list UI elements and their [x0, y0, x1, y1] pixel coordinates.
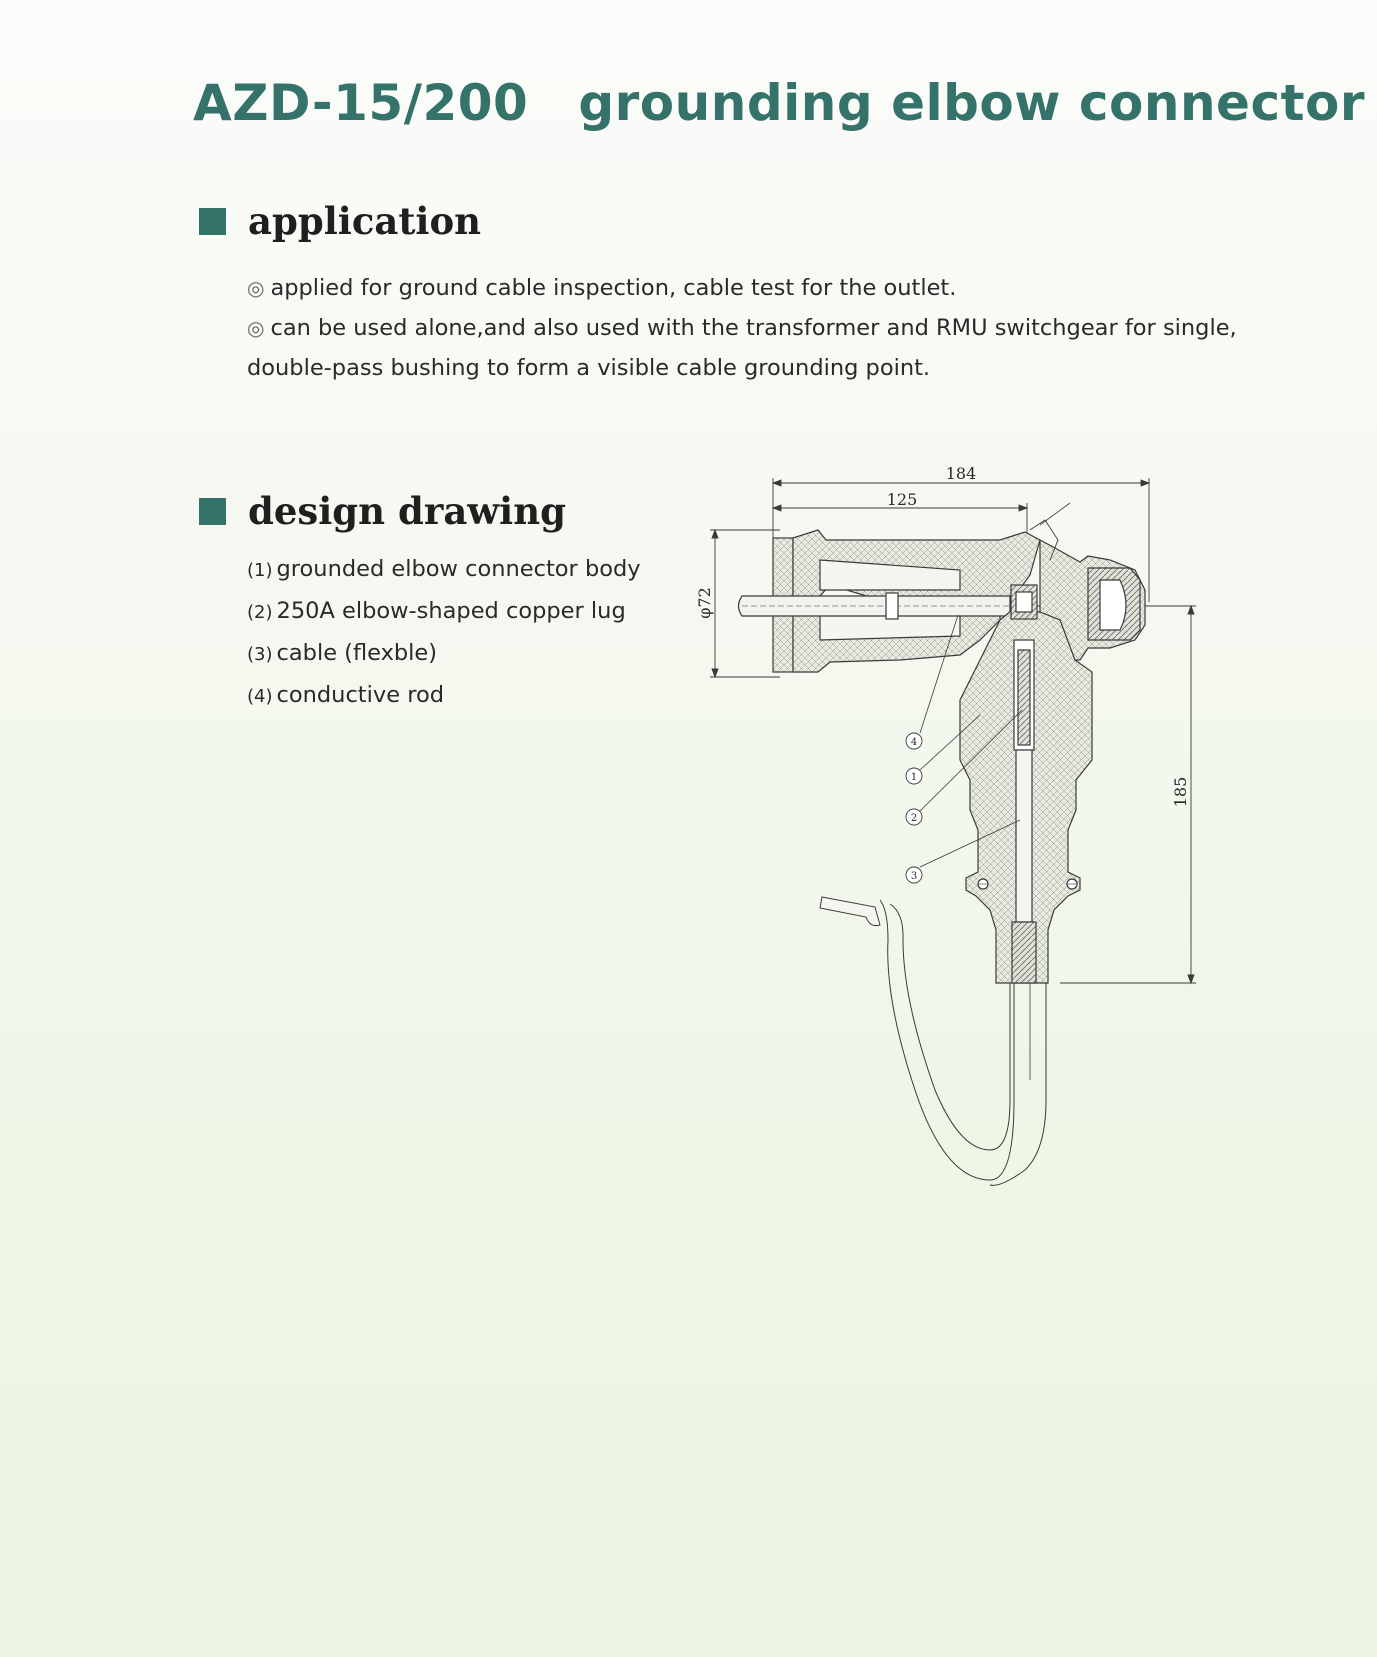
callout-label: 1: [910, 772, 918, 783]
callout-markers: [906, 733, 922, 883]
callout-label: 4: [910, 737, 918, 748]
application-line-2-cont: double-pass bushing to form a visible cable grounding point.: [247, 355, 931, 381]
dim-height: 185: [1171, 776, 1190, 808]
legend-item: (4) conductive rod: [247, 682, 444, 708]
bullet-icon: ◎: [247, 316, 265, 340]
legend-item: (3) cable (flexble): [247, 640, 438, 666]
dim-overall-width: 184: [945, 464, 977, 483]
bullet-icon: ◎: [247, 276, 265, 300]
callout-label: 3: [910, 871, 918, 882]
design-drawing-heading-text: design drawing: [248, 489, 566, 533]
application-line-1: ◎ applied for ground cable inspection, cable test for the outlet.: [247, 275, 957, 301]
product-name: grounding elbow connector: [578, 74, 1366, 132]
legend-item: (2) 250A elbow-shaped copper lug: [247, 598, 626, 624]
application-line-2: ◎ can be used alone,and also used with the transformer and RMU switchgear for single,: [247, 315, 1237, 341]
legend-item: (1) grounded elbow connector body: [247, 556, 641, 582]
application-heading-text: application: [248, 199, 482, 243]
callout-label: 2: [910, 813, 918, 824]
conductive-rod: [739, 593, 1011, 619]
dim-bushing-length: 125: [886, 490, 918, 509]
model-number: AZD-15/200: [193, 74, 529, 132]
dim-diameter: φ72: [695, 587, 714, 619]
